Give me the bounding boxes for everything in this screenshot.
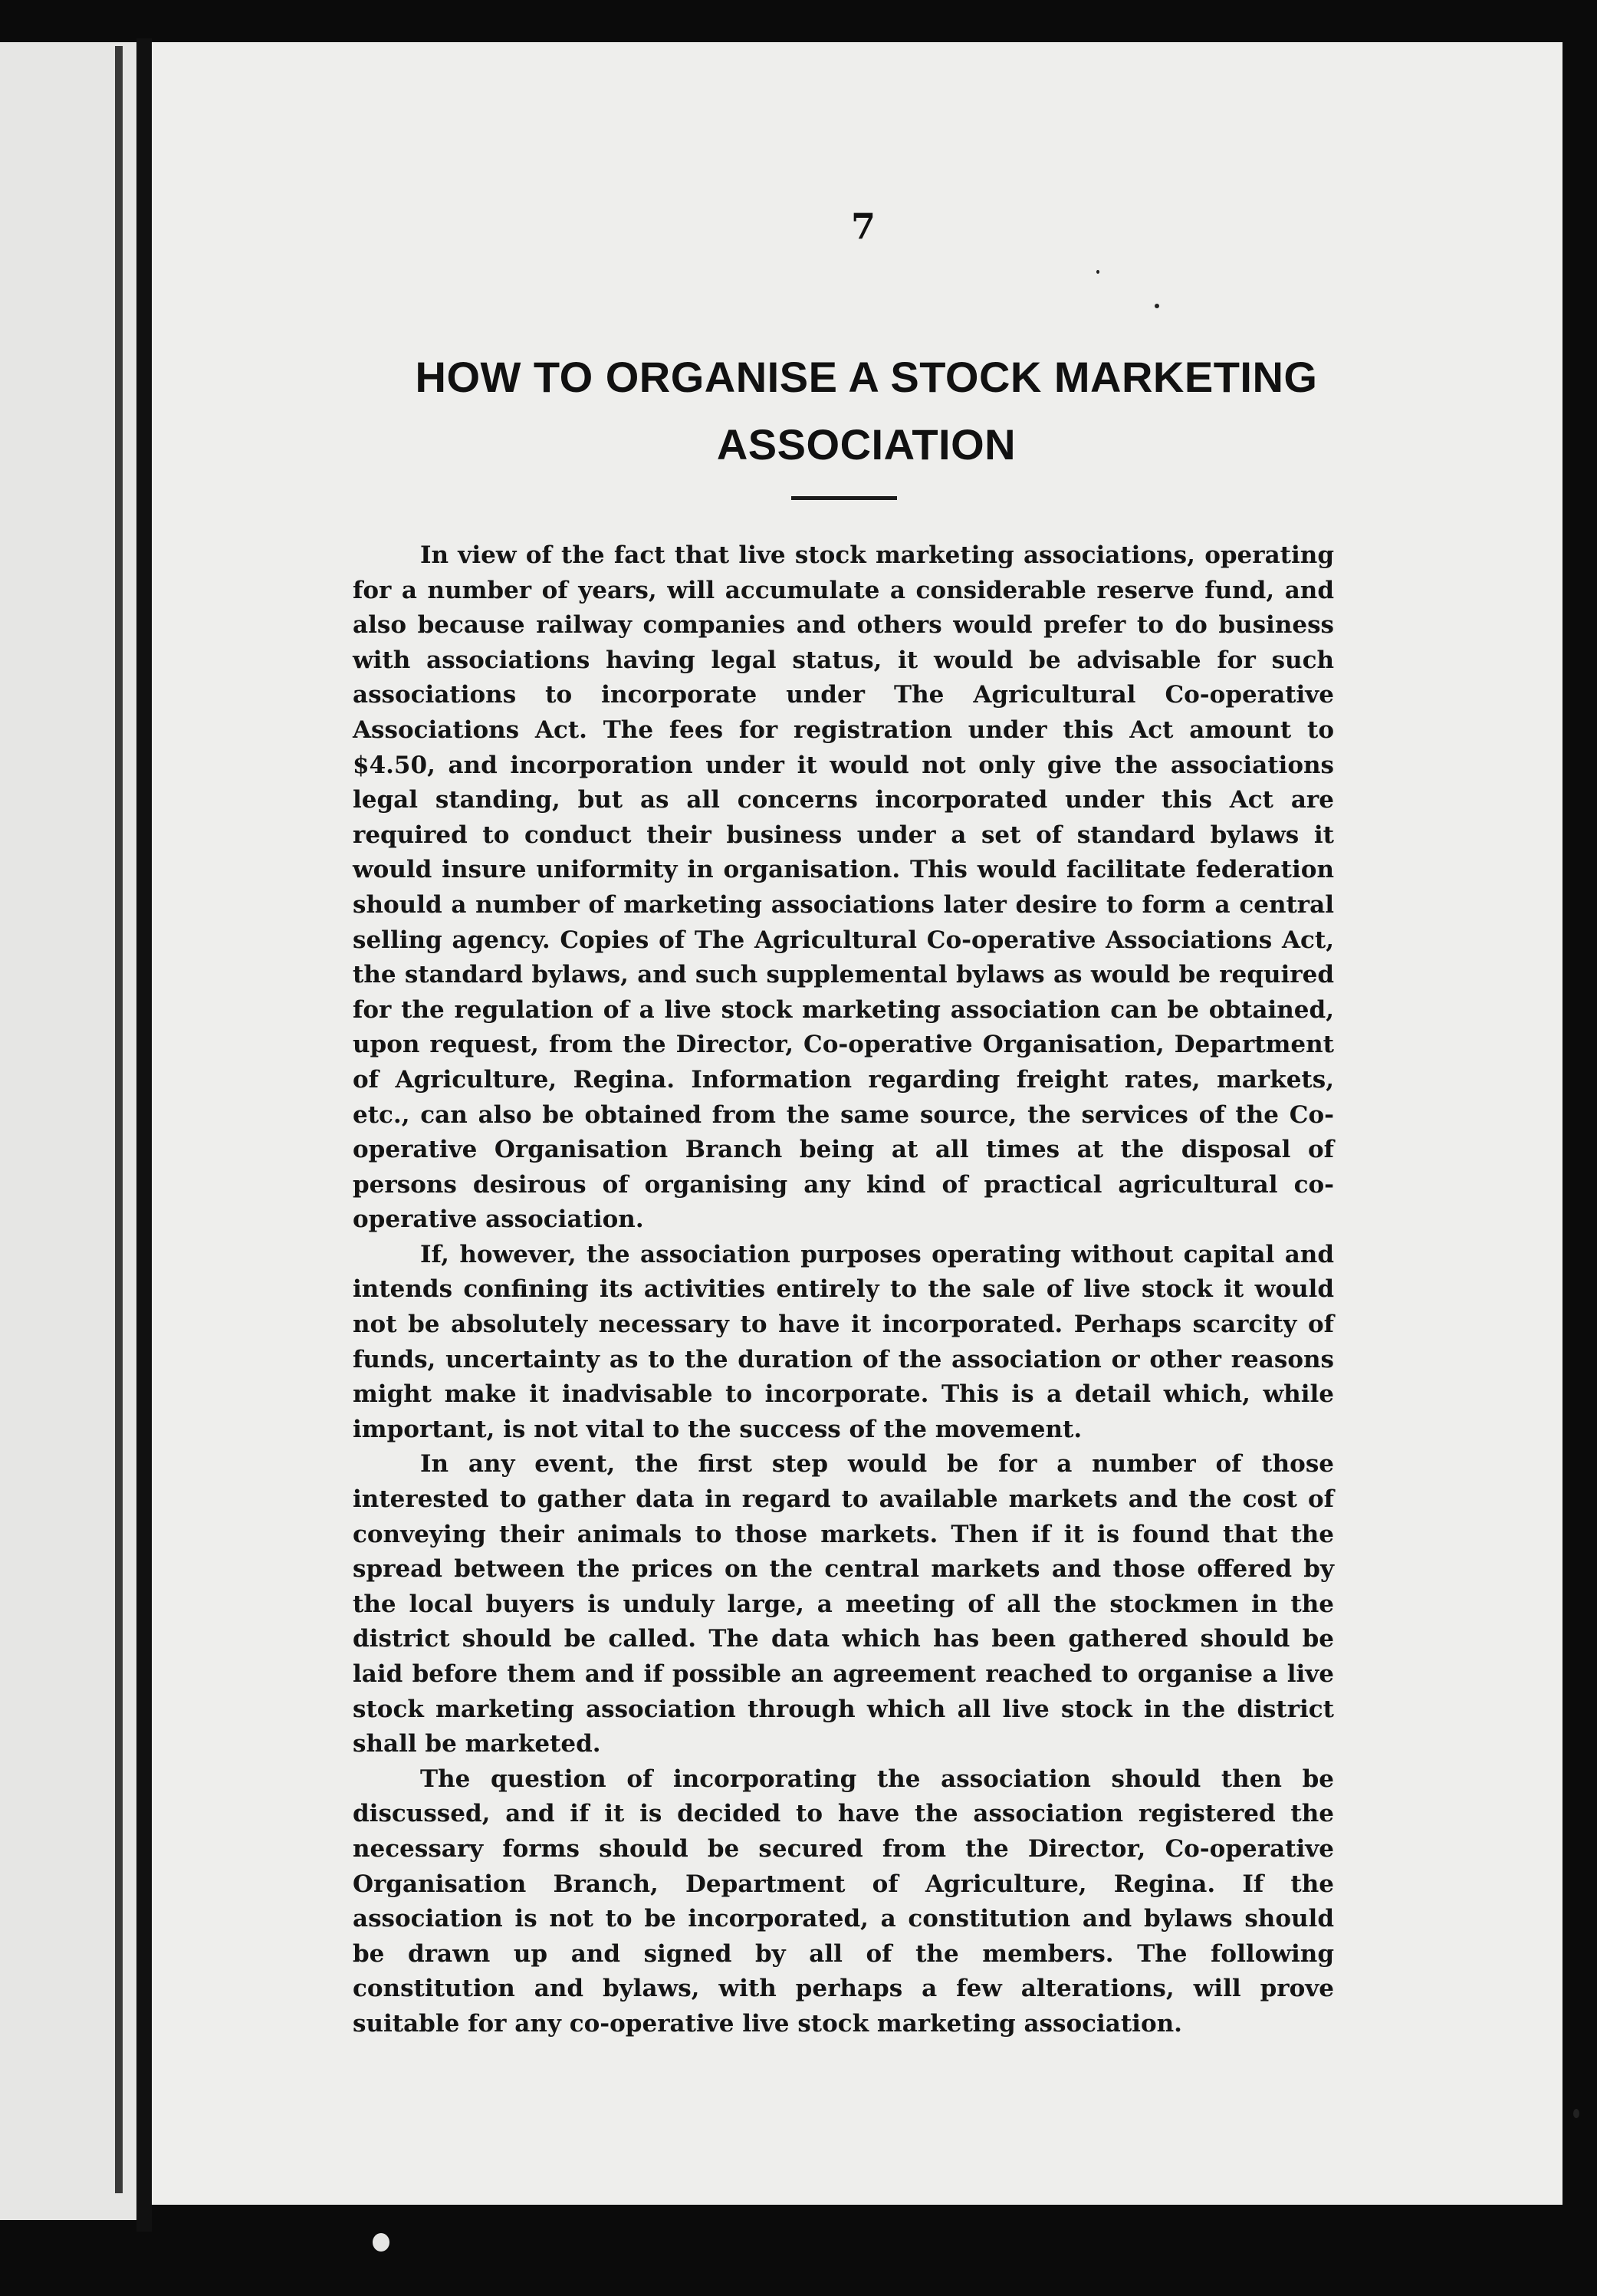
paragraph-3: In any event, the first step would be for a number of those interested to gather data in regard to available markets and the cost of conveying their animals to those markets. Then if it is found that the spread between the prices on the central markets and those offered by the local buyers is unduly large, a meeting of all the stockmen in the district should be called. The data which has been gathered should be laid before them and if possible an agreement reached to organise a live stock marketing association through which all live stock in the district shall be marketed. xyxy=(353,1450,1334,1758)
paragraph-2: If, however, the association purposes operating without capital and intends confining its activities entirely to the sale of live stock it would not be absolutely necessary to have it incorporated. Perhaps scarcity of funds, uncertainty as to the duration of the association or other reasons might make it inadvisable to incorporate. This is a detail which, while important, is not vital to the success of the movement. xyxy=(353,1240,1334,1443)
body-text xyxy=(353,538,1334,2042)
book-gutter xyxy=(136,38,152,2232)
page-title xyxy=(322,344,1411,479)
scan-speck xyxy=(1155,304,1159,308)
scan-speck xyxy=(373,2233,389,2252)
page-title-line-1: HOW TO ORGANISE A STOCK MARKETING xyxy=(415,353,1318,401)
left-page-edge-shadow xyxy=(115,46,123,2193)
scan-speck xyxy=(1096,270,1099,274)
paragraph-1: In view of the fact that live stock marketing associations, operating for a number of years, will accumulate a considerable reserve fund, and also because railway companies and others would prefer to do business with associations having legal status, it would be advisable for such associations to incorporate under The Agricultural Co-operative Associations Act. The fees for registration under this Act amount to $4.50, and incorporation under it would not only give the associations legal standing, but as all concerns incorporated under this Act are required to conduct their business under a set of standard bylaws it would insure uniformity in organisation. This would facilitate federation should a number of marketing associations later desire to form a central selling agency. Copies of The Agricultural Co-operative Associations Act, the standard bylaws, and such supplemental bylaws as would be required for the regulation of a live stock marketing association can be obtained, upon request, from the Director, Co-operative Organisation, Department of Agriculture, Regina. Information regarding freight rates, markets, etc., can also be obtained from the same source, the services of the Co-operative Organisation Branch being at all times at the disposal of persons desirous of organising any kind of practical agricultural co-operative association. xyxy=(353,541,1334,1234)
page-title-line-2: ASSOCIATION xyxy=(716,420,1017,469)
page-number: 7 xyxy=(851,206,876,247)
title-rule xyxy=(791,496,897,500)
paragraph-4: The question of incorporating the association should then be discussed, and if it is decided to have the association registered the necessary forms should be secured from the Director, Co-operative Organisation Branch, Department of Agriculture, Regina. If the association is not to be incorporated, a constitution and bylaws should be drawn up and signed by all of the members. The following constitution and bylaws, with perhaps a few alterations, will prove suitable for any co-operative live stock marketing association. xyxy=(353,1765,1334,2038)
scan-speck xyxy=(1573,2109,1579,2118)
